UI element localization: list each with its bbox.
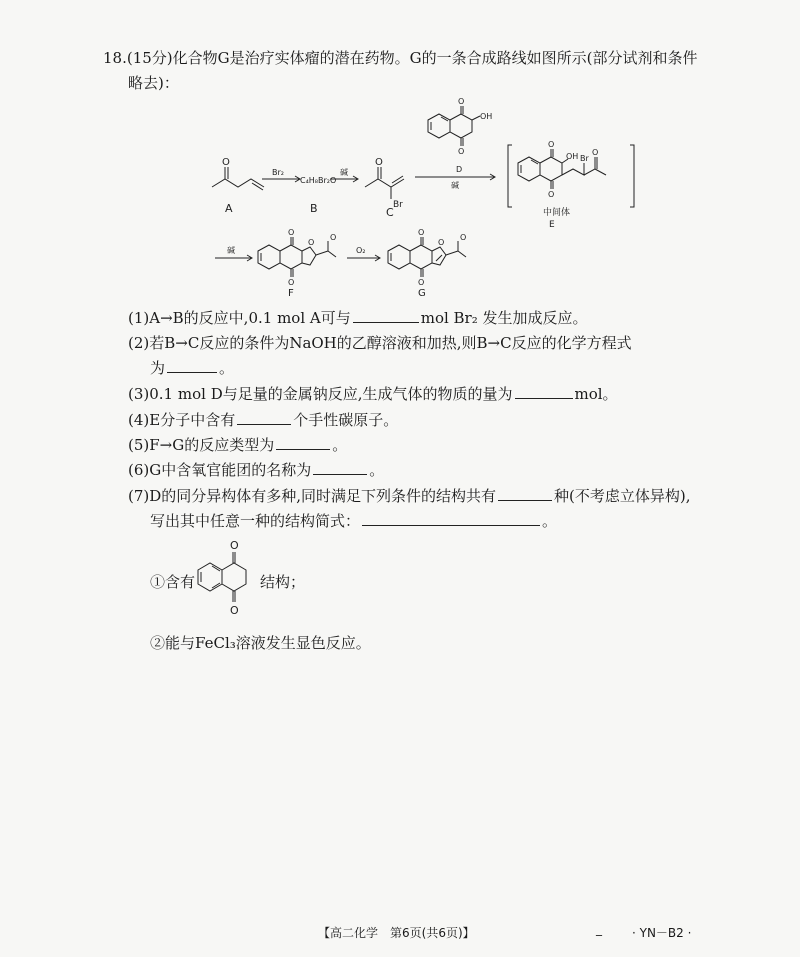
compound-e-structure <box>508 140 634 207</box>
atom-o: O <box>418 228 425 237</box>
part-6-answer-blank[interactable] <box>313 459 367 475</box>
part-7-text-d: 。 <box>542 512 558 530</box>
atom-o: O <box>458 97 465 106</box>
synthesis-scheme <box>200 95 660 310</box>
atom-o: O <box>288 278 295 287</box>
compound-a-structure <box>212 157 264 190</box>
footer-page-info: 【高二化学 第6页(共6页)】 <box>318 926 475 940</box>
part-6 <box>128 459 384 481</box>
reagent-d: D <box>456 165 463 174</box>
footer-dash: _ <box>596 922 602 936</box>
part-6-text-b: 。 <box>369 461 385 479</box>
atom-o: O <box>548 140 555 149</box>
label-b: B <box>310 202 318 215</box>
part-7-text-c: 写出其中任意一种的结构简式： <box>150 512 361 530</box>
part-5-text-a: (5)F→G的反应类型为 <box>128 436 275 454</box>
label-d-oh: OH <box>480 112 493 121</box>
part-3-text-b: mol。 <box>574 385 618 403</box>
formula-b: C₄H₈Br₂O <box>300 176 337 185</box>
atom-o: O <box>230 539 239 552</box>
part-7-text-a: (7)D的同分异构体有多种,同时满足下列条件的结构共有 <box>128 487 497 505</box>
reagent-base-2: 碱 <box>451 181 459 190</box>
compound-f-structure <box>258 228 336 287</box>
label-e: E <box>549 220 555 230</box>
atom-o: O <box>460 233 467 242</box>
atom-o: O <box>548 190 555 199</box>
compound-c-structure <box>365 157 404 210</box>
part-2-text-c: 。 <box>219 359 235 377</box>
atom-o: O <box>375 157 383 168</box>
part-4 <box>128 409 398 431</box>
label-e-zh: 中间体 <box>543 208 571 218</box>
reagent-base-1: 碱 <box>340 168 348 177</box>
part-7-line2 <box>150 510 557 532</box>
footer-code: · YN－B2 · <box>632 926 692 940</box>
part-3-answer-blank[interactable] <box>515 383 573 399</box>
atom-br: Br <box>393 200 403 210</box>
label-f: F <box>288 288 294 299</box>
part-6-text-a: (6)G中含氧官能团的名称为 <box>128 461 312 479</box>
atom-o: O <box>308 238 315 247</box>
reagent-br2: Br₂ <box>272 168 284 177</box>
part-2-text-b: 为 <box>150 359 166 377</box>
part-7-text-b: 种(不考虑立体异构), <box>554 487 691 505</box>
part-1 <box>128 307 588 329</box>
part-3-text-a: (3)0.1 mol D与足量的金属钠反应,生成气体的物质的量为 <box>128 385 513 403</box>
part-4-text-a: (4)E分子中含有 <box>128 411 236 429</box>
part-5 <box>128 434 347 456</box>
part-2-line2 <box>150 357 234 379</box>
compound-d-structure <box>428 97 492 156</box>
atom-o: O <box>438 238 445 247</box>
label-g: G <box>418 288 426 299</box>
part-1-answer-blank[interactable] <box>353 307 419 323</box>
part-1-text-b: mol Br₂ 发生加成反应。 <box>420 309 588 327</box>
part-7-count-blank[interactable] <box>498 485 552 501</box>
naphthoquinone-structure <box>190 535 265 625</box>
part-5-text-b: 。 <box>332 436 348 454</box>
condition-1-suffix: 结构； <box>260 573 306 591</box>
question-intro-line1: 18.(15分)化合物G是治疗实体瘤的潜在药物。G的一条合成路线如图所示(部分试剂和条件 <box>103 49 698 67</box>
reagent-o2: O₂ <box>356 246 366 255</box>
atom-o: O <box>458 147 465 156</box>
part-5-answer-blank[interactable] <box>276 434 330 450</box>
label-c: C <box>386 206 394 219</box>
label-a: A <box>225 202 233 215</box>
atom-br: Br <box>580 154 589 163</box>
part-3 <box>128 383 618 405</box>
reagent-base-3: 碱 <box>227 246 235 255</box>
part-7-line1 <box>128 485 691 507</box>
atom-o: O <box>418 278 425 287</box>
part-2-line1: (2)若B→C反应的条件为NaOH的乙醇溶液和加热,则B→C反应的化学方程式 <box>128 334 632 352</box>
atom-o: O <box>288 228 295 237</box>
compound-g-structure <box>388 228 466 287</box>
part-4-answer-blank[interactable] <box>237 409 291 425</box>
atom-o: O <box>330 233 337 242</box>
part-7-structure-blank[interactable] <box>362 510 540 526</box>
condition-2: ②能与FeCl₃溶液发生显色反应。 <box>150 634 371 652</box>
atom-o: O <box>592 148 599 157</box>
question-intro-line2: 略去)： <box>128 74 179 92</box>
part-2-answer-blank[interactable] <box>167 357 217 373</box>
atom-o: O <box>222 157 230 168</box>
condition-1-prefix: ①含有 <box>150 573 196 591</box>
atom-o: O <box>230 604 239 617</box>
atom-oh: OH <box>566 152 579 161</box>
part-1-text-a: (1)A→B的反应中,0.1 mol A可与 <box>128 309 351 327</box>
part-4-text-b: 个手性碳原子。 <box>293 411 399 429</box>
